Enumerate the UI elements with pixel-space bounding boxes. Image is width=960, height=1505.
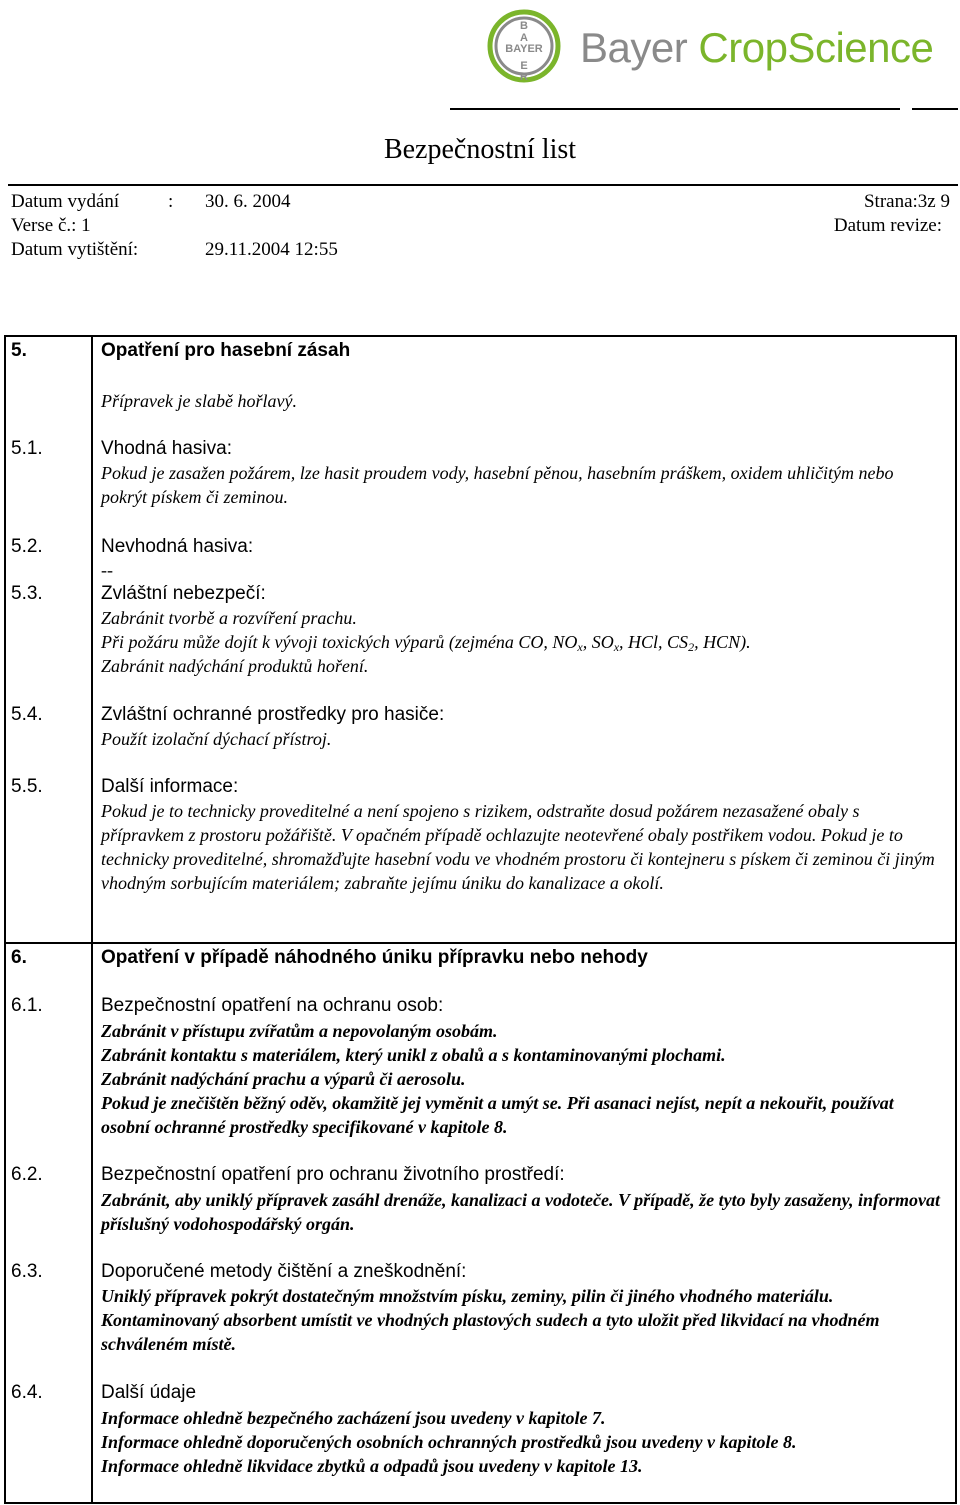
section-5-5-text: Pokud je to technicky proveditelné a není spojeno s rizikem, odstraňte dosud požárem nezasažené obaly s přípravkem z prostoru požářiště. V opačném případě ochlazujte neotevřené obaly postřikem vodou. Pokud je to technicky proveditelné, shromažďujte hasební vodu ve vhodném prostoru či kontejneru s pískem či zeminou či jiným vhodným sorbujícím materiálem; zabraňte jejímu úniku do kanalizace a okolí. (101, 801, 935, 893)
section-5-4-text: Použít izolační dýchací přístroj. (101, 729, 332, 749)
section-6-1-line1: Zabránit v přístupu zvířatům a nepovolaným osobám. (101, 1021, 498, 1041)
section-6-2-heading: Bezpečnostní opatření pro ochranu životního prostředí: (101, 1164, 565, 1185)
hazard-text-d: , HCN). (694, 632, 751, 652)
section-5-3-heading: Zvláštní nebezpečí: (101, 583, 266, 604)
hazard-text-b: , SO (582, 632, 614, 652)
section-6-4-line1: Informace ohledně bezpečného zacházení jsou uvedeny v kapitole 7. (101, 1408, 606, 1428)
section-5-1-heading: Vhodná hasiva: (101, 438, 232, 459)
section-5-number: 5. (11, 340, 27, 361)
svg-text:R: R (520, 71, 528, 83)
section-6-3-text: Uniklý přípravek pokrýt dostatečným množstvím písku, zeminy, pilin či jiného vhodného materiálu. Kontaminovaný absorbent umístit ve vhodných plastových sudech a tyto uložit před likvidací na vhodném schváleném místě. (101, 1286, 880, 1354)
section-6-4-heading: Další údaje (101, 1382, 197, 1403)
section-6-4-line3: Informace ohledně likvidace zbytků a odpadů jsou uvedeny v kapitole 13. (101, 1456, 643, 1476)
section-divider (4, 942, 957, 944)
section-6-2-number: 6.2. (11, 1164, 43, 1185)
section-5-3-number: 5.3. (11, 583, 43, 604)
section-6-1-number: 6.1. (11, 995, 43, 1016)
hazard-text-a: Při požáru může dojít k vývoji toxických výparů (zejména CO, NO (101, 632, 578, 652)
section-6-number: 6. (11, 947, 27, 968)
section-5-2-number: 5.2. (11, 536, 43, 557)
hazard-sub-2: 2 (688, 640, 695, 654)
header-rule (450, 108, 900, 110)
section-5-intro: Přípravek je slabě hořlavý. (101, 391, 297, 411)
section-6-4-line2: Informace ohledně doporučených osobních ochranných prostředků jsou uvedeny v kapitole 8. (101, 1432, 797, 1452)
section-5-4-number: 5.4. (11, 704, 43, 725)
svg-text:A: A (520, 32, 528, 44)
section-5-3-line3: Zabránit nadýchání produktů hoření. (101, 656, 369, 676)
section-5-title: Opatření pro hasební zásah (101, 340, 351, 361)
section-6-2-text: Zabránit, aby uniklý přípravek zasáhl drenáže, kanalizaci a vodoteče. V případě, že tyto byly zasaženy, informovat příslušný vodohospodářský orgán. (101, 1190, 940, 1234)
print-date: 29.11.2004 12:55 (205, 239, 338, 260)
section-5-5-number: 5.5. (11, 776, 43, 797)
brand-part-cropscience: CropScience (698, 24, 934, 71)
section-5-3-line1: Zabránit tvorbě a rozvíření prachu. (101, 608, 357, 628)
brand-name (580, 24, 933, 72)
section-6-title: Opatření v případě náhodného úniku přípravku nebo nehody (101, 947, 648, 968)
print-label: Datum vytištění: (11, 239, 139, 260)
svg-text:E: E (520, 60, 528, 72)
section-6-1-heading: Bezpečnostní opatření na ochranu osob: (101, 995, 444, 1016)
section-6-3-number: 6.3. (11, 1261, 43, 1282)
issue-separator: : (168, 191, 174, 212)
issue-date: 30. 6. 2004 (205, 191, 291, 212)
section-5-4-heading: Zvláštní ochranné prostředky pro hasiče: (101, 704, 445, 725)
section-5-2-heading: Nevhodná hasiva: (101, 536, 254, 557)
bayer-cross-logo (486, 8, 572, 84)
section-6-4-number: 6.4. (11, 1382, 43, 1403)
section-6-1-line4: Pokud je znečištěn běžný oděv, okamžitě jej vyměnit a umýt se. Při asanaci nejíst, nepít a nekouřit, používat osobní ochranné prostředky specifikované v kapitole 8. (101, 1093, 894, 1137)
section-5-5-heading: Další informace: (101, 776, 239, 797)
section-5-2-text: -- (101, 560, 113, 580)
section-6-3-heading: Doporučené metody čištění a zneškodnění: (101, 1261, 467, 1282)
section-5-1-text: Pokud je zasažen požárem, lze hasit proudem vody, hasební pěnou, hasebním práškem, oxidem uhličitým nebo pokrýt pískem či zeminou. (101, 463, 894, 507)
column-divider (91, 335, 93, 1504)
revision-label: Datum revize: (833, 215, 942, 236)
section-6-1-line3: Zabránit nadýchání prachu a výparů či aerosolu. (101, 1069, 466, 1089)
version-label: Verse č.: 1 (11, 215, 91, 236)
section-5-1-number: 5.1. (11, 438, 43, 459)
page-number: Strana:3z 9 (863, 191, 950, 212)
issue-label: Datum vydání (11, 191, 120, 212)
section-6-1-line2: Zabránit kontaktu s materiálem, který unikl z obalů a s kontaminovanými plochami. (101, 1045, 726, 1065)
svg-text:B: B (520, 20, 528, 32)
document-title: Bezpečnostní list (383, 134, 577, 165)
section-5-3-line2 (101, 630, 941, 654)
hazard-text-c: , HCl, CS (619, 632, 689, 652)
hazard-sub-x2: x (613, 640, 620, 654)
header-rule-right (912, 108, 958, 110)
title-rule (8, 184, 958, 186)
hazard-sub-x1: x (577, 640, 583, 654)
brand-part-bayer: Bayer (580, 24, 688, 71)
logo-letters: BAYER (505, 43, 543, 55)
